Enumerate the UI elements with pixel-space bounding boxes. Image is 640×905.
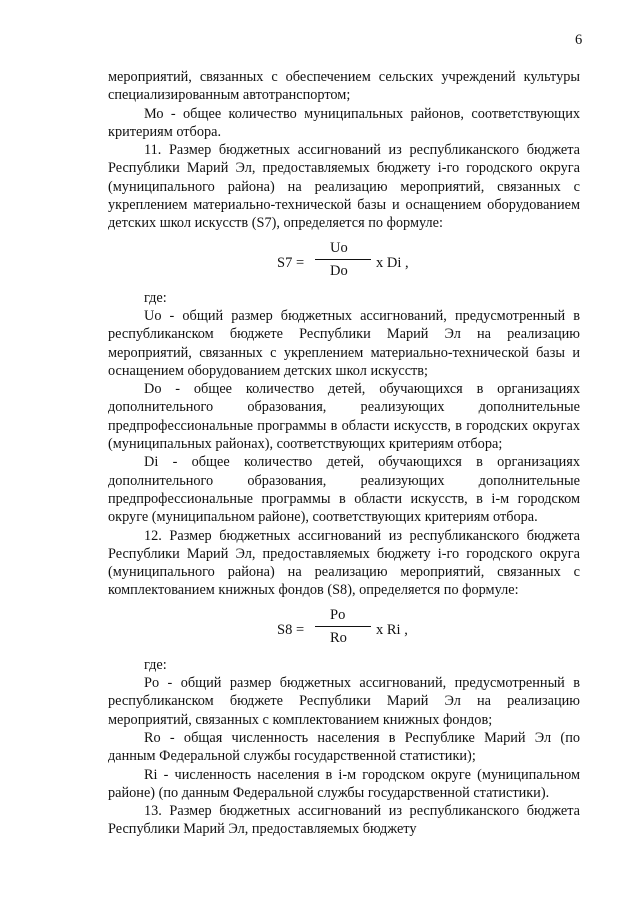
paragraph-group-3 [108, 674, 580, 839]
formula-s8-numerator: Po [330, 606, 346, 623]
paragraph: Do - общее количество детей, обучающихся в организациях дополнительного образования, реализующих дополнительные предпрофессиональные программы в области искусств, в городских округах (муниципальных районах), соответствующих критериям отбора; [108, 381, 580, 453]
paragraph: Мо - общее количество муниципальных районов, соответствующих критериям отбора. [108, 105, 580, 140]
formula-s8 [108, 600, 580, 656]
formula-s8-lhs: S8 = [277, 621, 305, 638]
paragraph: Di - общее количество детей, обучающихся в организациях дополнительного образования, реализующих дополнительные предпрофессиональные программы в области искусств, в i-м городском округе (муниципальном районе), соответствующих критериям отбора. [108, 454, 580, 526]
document-body [108, 68, 580, 839]
formula-s7-lhs: S7 = [277, 254, 305, 271]
paragraph: Uo - общий размер бюджетных ассигнований, предусмотренный в республиканском бюджете Республики Марий Эл на реализацию мероприятий, связанных с укреплением материально-технической базы и оснащением оборудованием детских школ искусств; [108, 307, 580, 379]
paragraph: Ro - общая численность населения в Республике Марий Эл (по данным Федеральной службы государственной статистики); [108, 729, 580, 765]
formula-s7-numerator: Uo [330, 239, 348, 256]
formula-s8-denominator: Ro [330, 629, 347, 646]
paragraph: Ri - численность населения в i-м городском округе (муниципальном районе) (по данным Федеральной службы государственной статистики). [108, 766, 580, 801]
paragraph: 13. Размер бюджетных ассигнований из республиканского бюджета Республики Марий Эл, предоставляемых бюджету [108, 803, 580, 838]
page-number: 6 [575, 32, 583, 48]
paragraph: мероприятий, связанных с обеспечением сельских учреждений культуры специализированным автотранспортом; [108, 69, 580, 104]
formula-s7-rhs: x Di , [376, 254, 409, 271]
paragraph: Po - общий размер бюджетных ассигнований, предусмотренный в республиканском бюджете Республики Марий Эл на реализацию мероприятий, связанных с комплектованием книжных фондов; [108, 675, 580, 728]
paragraph: 12. Размер бюджетных ассигнований из республиканского бюджета Республики Марий Эл, предоставляемых бюджету i-го городского округа (муниципального района) на реализацию мероприятий, связанных с комплектованием книжных фондов (S8), определяется по формуле: [108, 527, 580, 599]
formula-s8-rhs: x Ri , [376, 621, 408, 638]
formula-s7-denominator: Do [330, 262, 348, 279]
formula-s7-fraction-bar [315, 259, 371, 260]
paragraph: 11. Размер бюджетных ассигнований из республиканского бюджета Республики Марий Эл, предоставляемых бюджету i-го городского округа (муниципального района) на реализацию мероприятий, связанных с укреплением материально-технической базы и оснащением оборудованием детских школ искусств (S7), определяется по формуле: [108, 142, 580, 232]
formula-s7 [108, 233, 580, 289]
where-label-1: где: [144, 289, 167, 306]
paragraph-group-2 [108, 307, 580, 600]
where-label-2: где: [144, 656, 167, 673]
paragraph-group-1 [108, 68, 580, 233]
formula-s8-fraction-bar [315, 626, 371, 627]
